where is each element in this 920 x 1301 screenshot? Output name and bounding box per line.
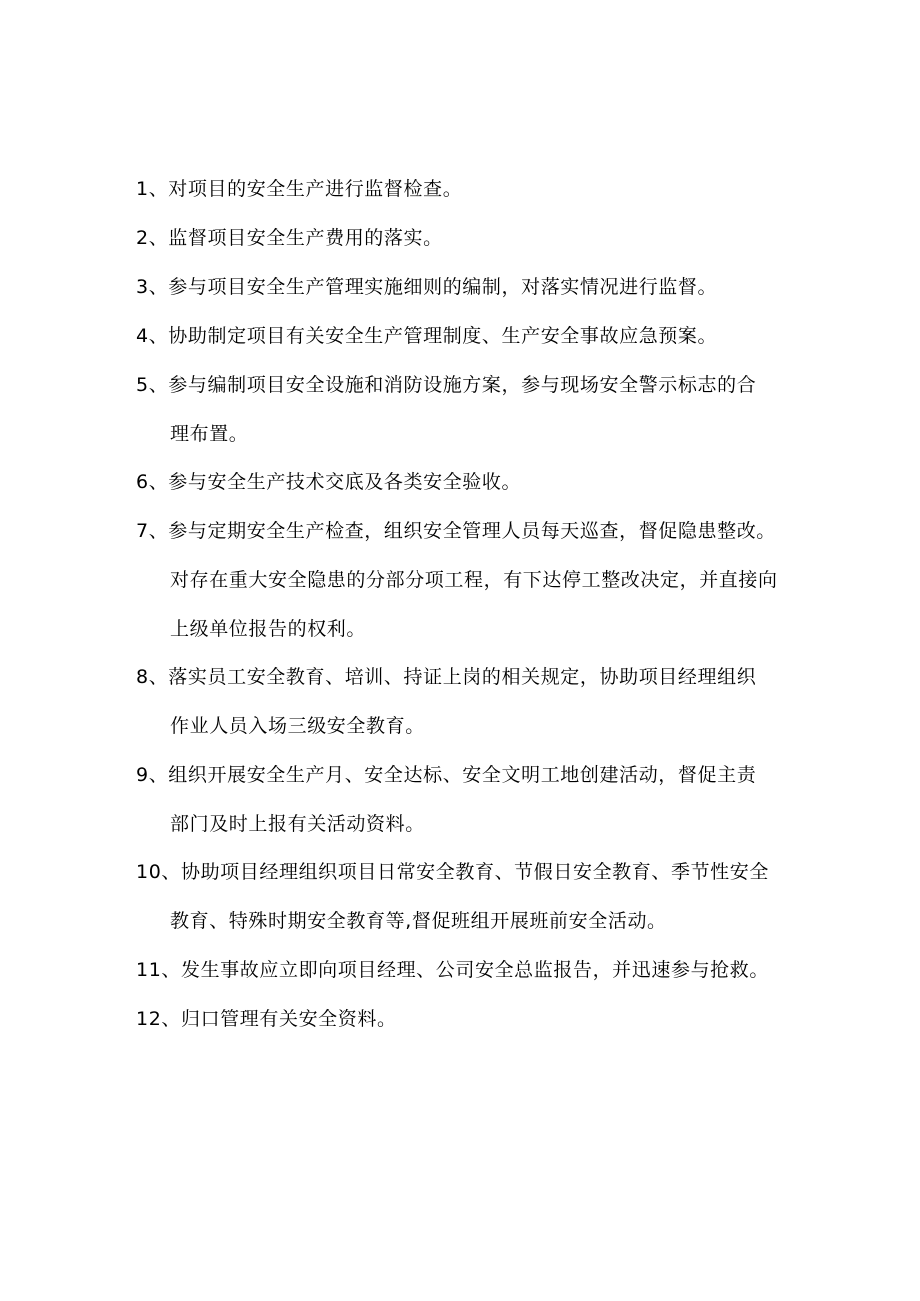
list-item-12: [136, 1007, 397, 1031]
item-text: 监督项目安全生产费用的落实。: [168, 227, 443, 249]
list-item-5-continuation: [170, 422, 248, 446]
item-number: 2、: [136, 227, 169, 249]
list-item-7-continuation: [170, 617, 366, 641]
item-text: 归口管理有关安全资料。: [180, 1008, 397, 1030]
item-text: 教育、特殊时期安全教育等,督促班组开展班前安全活动。: [170, 910, 667, 932]
item-text: 发生事故应立即向项目经理、公司安全总监报告，并迅速参与抢救。: [180, 959, 769, 981]
item-number: 1、: [136, 178, 169, 200]
list-item-5: [136, 373, 756, 397]
item-number: 6、: [136, 471, 169, 493]
item-number: 3、: [136, 276, 169, 298]
item-text: 作业人员入场三级安全教育。: [170, 715, 425, 737]
item-number: 12、: [136, 1008, 181, 1030]
list-item-7: [136, 519, 776, 543]
list-item-4: [136, 324, 717, 348]
item-text: 参与项目安全生产管理实施细则的编制，对落实情况进行监督。: [168, 276, 718, 298]
item-number: 7、: [136, 520, 169, 542]
list-item-2: [136, 226, 443, 250]
item-text: 对存在重大安全隐患的分部分项工程，有下达停工整改决定，并直接向: [170, 569, 778, 591]
list-item-3: [136, 275, 717, 299]
list-item-9: [136, 763, 756, 787]
item-number: 11、: [136, 959, 181, 981]
item-text: 协助制定项目有关安全生产管理制度、生产安全事故应急预案。: [168, 325, 718, 347]
item-text: 对项目的安全生产进行监督检查。: [168, 178, 463, 200]
list-item-9-continuation: [170, 812, 425, 836]
list-item-7-continuation: [170, 568, 778, 592]
list-item-10: [136, 860, 769, 884]
item-text: 参与定期安全生产检查，组织安全管理人员每天巡查，督促隐患整改。: [168, 520, 776, 542]
item-text: 部门及时上报有关活动资料。: [170, 813, 425, 835]
item-text: 落实员工安全教育、培训、持证上岗的相关规定，协助项目经理组织: [168, 666, 757, 688]
item-text: 参与编制项目安全设施和消防设施方案，参与现场安全警示标志的合: [168, 374, 757, 396]
item-number: 10、: [136, 861, 181, 883]
list-item-1: [136, 177, 462, 201]
item-number: 5、: [136, 374, 169, 396]
list-item-6: [136, 470, 521, 494]
list-item-11: [136, 958, 769, 982]
item-number: 9、: [136, 764, 169, 786]
item-text: 组织开展安全生产月、安全达标、安全文明工地创建活动，督促主责: [168, 764, 757, 786]
item-text: 上级单位报告的权利。: [170, 618, 367, 640]
list-item-10-continuation: [170, 909, 667, 933]
item-number: 4、: [136, 325, 169, 347]
list-item-8: [136, 665, 756, 689]
item-text: 参与安全生产技术交底及各类安全验收。: [168, 471, 522, 493]
item-text: 理布置。: [170, 423, 249, 445]
list-item-8-continuation: [170, 714, 425, 738]
item-text: 协助项目经理组织项目日常安全教育、节假日安全教育、季节性安全: [180, 861, 769, 883]
item-number: 8、: [136, 666, 169, 688]
